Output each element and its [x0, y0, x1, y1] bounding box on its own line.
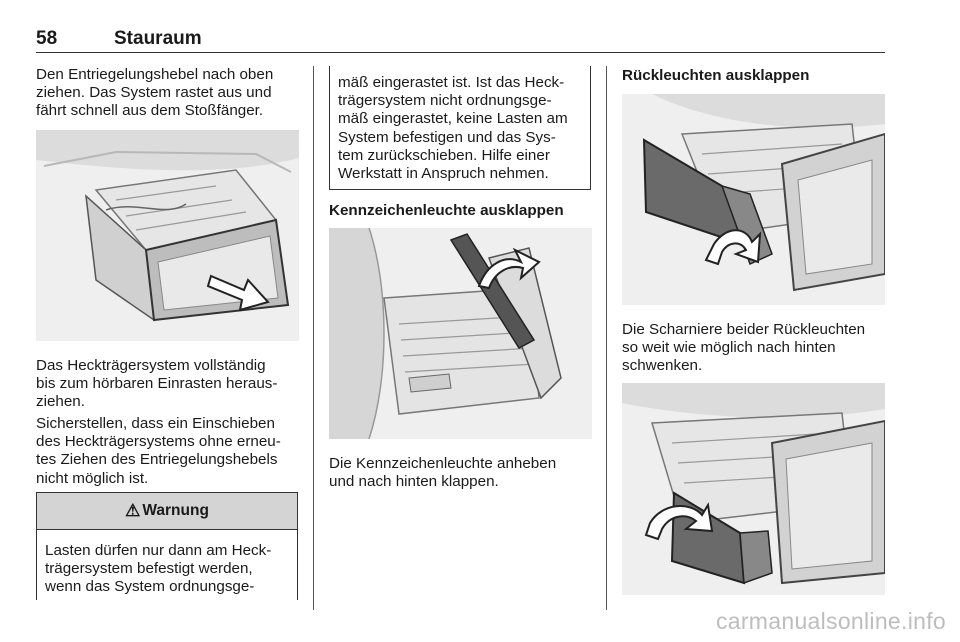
text-line: Werkstatt in Anspruch nehmen.: [338, 165, 549, 183]
text-line: System befestigen und das Sys-: [338, 128, 556, 146]
text-line: ziehen.: [36, 393, 85, 411]
text-line: Die Kennzeichenleuchte anheben: [329, 455, 557, 472]
text-line: mäß eingerastet ist. Ist das Heck-: [338, 74, 565, 91]
section-title-license-light: Kennzeichenleuchte ausklappen: [329, 202, 564, 219]
text-line: tes Ziehen des Entriegelungshebels: [36, 451, 278, 469]
text-line: fährt schnell aus dem Stoßfänger.: [36, 102, 264, 120]
caption-license-light: [329, 455, 599, 491]
watermark: carmanualsonline.info: [715, 608, 946, 634]
text-line: des Heckträgersystems ohne erneu-: [36, 433, 281, 451]
page-title: Stauraum: [114, 28, 202, 49]
text-line: schwenken.: [622, 357, 703, 375]
text-line: Den Entriegelungshebel nach oben: [36, 66, 274, 83]
warning-box: [36, 492, 298, 600]
warning-body: [37, 530, 297, 597]
column-divider-1: [313, 66, 314, 610]
illustration-tail-lights-bottom: [622, 383, 885, 595]
warning-label: Warnung: [142, 502, 209, 519]
column-divider-2: [606, 66, 607, 610]
text-line: trägersystem befestigt werden,: [45, 560, 253, 578]
text-line: nicht möglich ist.: [36, 469, 149, 487]
text-line: Das Heckträgersystem vollständig: [36, 357, 266, 374]
illustration-tail-lights-top: [622, 94, 885, 305]
text-line: ziehen. Das System rastet aus und: [36, 84, 272, 102]
warning-header: [37, 493, 297, 530]
warning-box-continued: [329, 66, 591, 190]
caption-tail-lights: [622, 321, 892, 376]
text-line: Die Scharniere beider Rückleuchten: [622, 321, 866, 338]
warning-triangle-icon: ⚠: [125, 501, 141, 520]
text-line: wenn das System ordnungsge-: [45, 578, 255, 596]
section-title-tail-lights: Rückleuchten ausklappen: [622, 67, 810, 84]
header-rule: [36, 52, 885, 53]
paragraph-verify: [36, 415, 306, 488]
text-line: Lasten dürfen nur dann am Heck-: [45, 542, 272, 559]
illustration-carrier-pull-out: [36, 130, 299, 341]
paragraph-pull-out: [36, 357, 306, 412]
text-line: und nach hinten klappen.: [329, 473, 499, 491]
page-number: 58: [36, 28, 58, 49]
text-line: Sicherstellen, dass ein Einschieben: [36, 415, 275, 432]
text-line: bis zum hörbaren Einrasten heraus-: [36, 375, 278, 393]
text-line: tem zurückschieben. Hilfe einer: [338, 146, 550, 164]
intro-paragraph: [36, 66, 306, 121]
illustration-license-light: [329, 228, 592, 439]
text-line: trägersystem nicht ordnungsge-: [338, 92, 552, 110]
text-line: so weit wie möglich nach hinten: [622, 339, 836, 357]
text-line: mäß eingerastet, keine Lasten am: [338, 110, 568, 128]
